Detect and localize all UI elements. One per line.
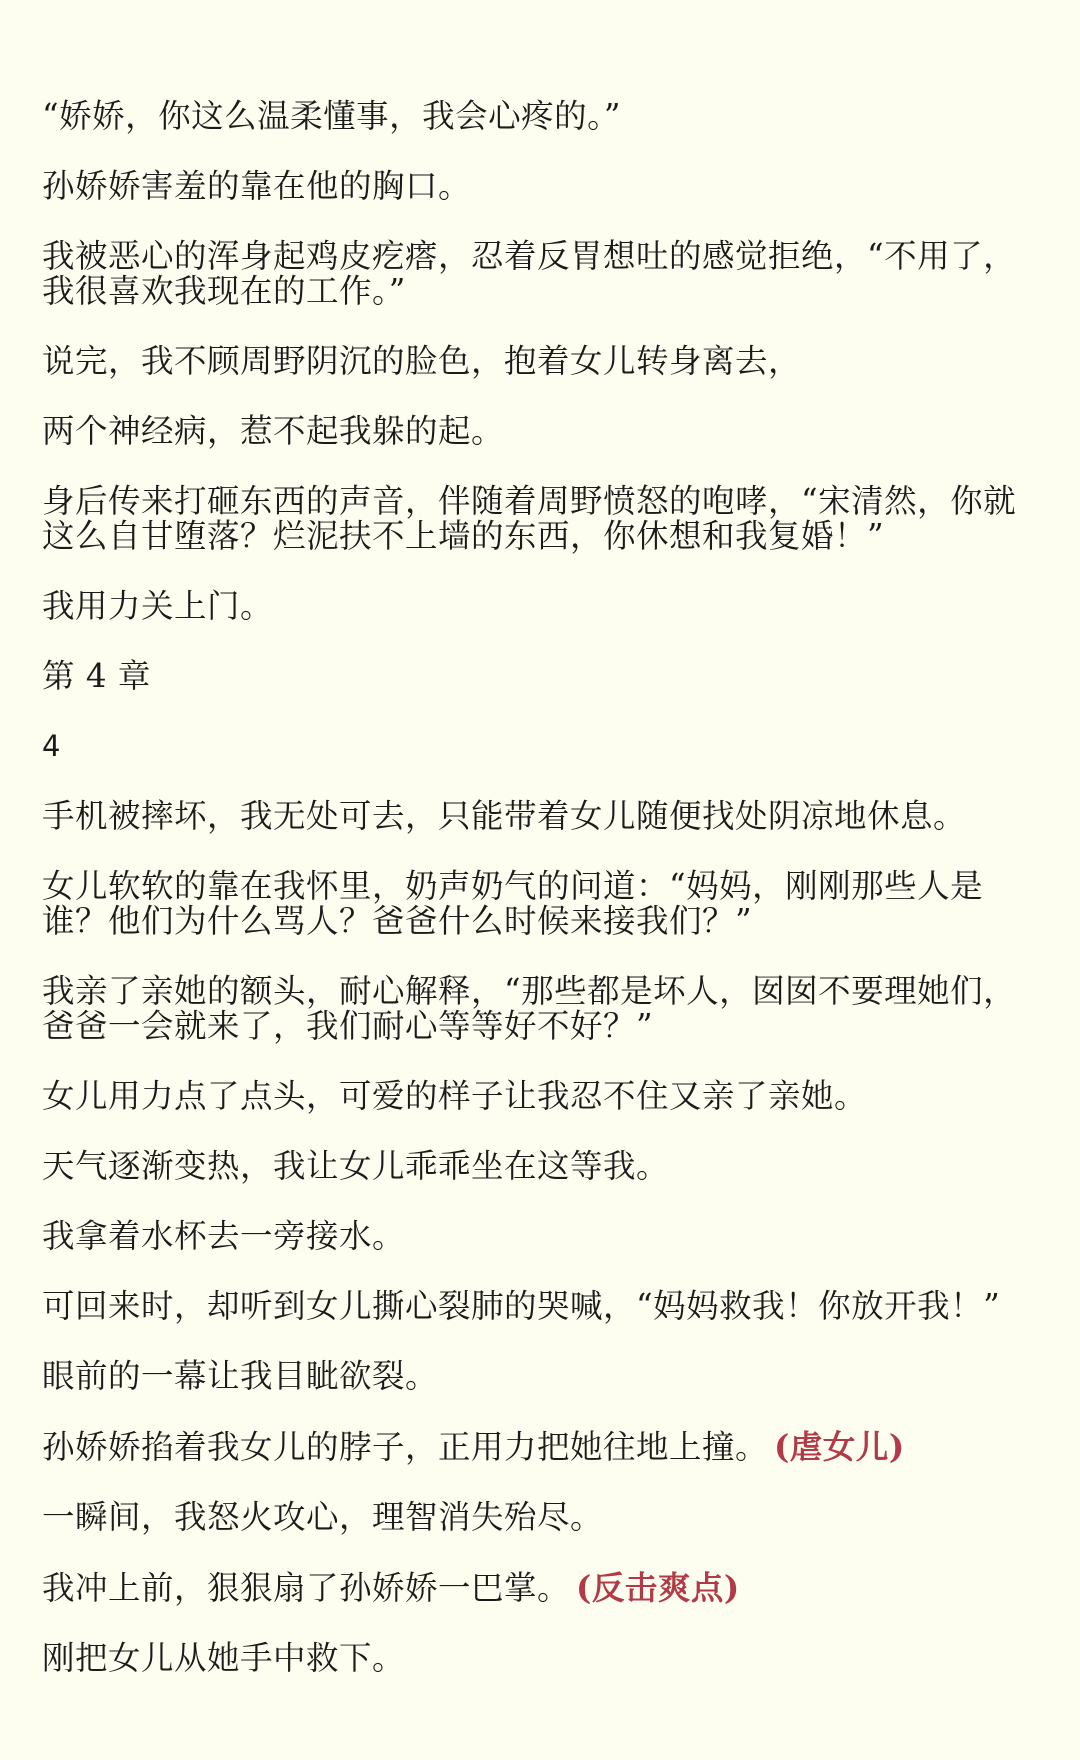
paragraph [42, 974, 1040, 1044]
paragraph-text: 身后传来打砸东西的声音，伴随着周野愤怒的咆哮，“宋清然，你就这么自甘堕落？烂泥扶不上墙的东西，你休想和我复婚！” [42, 482, 1017, 555]
paragraph-text: 女儿软软的靠在我怀里，奶声奶气的问道：“妈妈，刚刚那些人是谁？他们为什么骂人？爸爸什么时候来接我们？” [42, 867, 984, 940]
chapter-heading-text: 第 4 章 [42, 657, 151, 695]
chapter-number [42, 729, 1040, 764]
paragraph [42, 414, 1040, 449]
paragraph-text: “娇娇，你这么温柔懂事，我会心疼的。” [42, 97, 621, 135]
paragraph-text: 说完，我不顾周野阴沉的脸色，抱着女儿转身离去， [42, 342, 802, 380]
paragraph-text: 刚把女儿从她手中救下。 [42, 1639, 406, 1677]
paragraph [42, 1500, 1040, 1535]
paragraph-text: 眼前的一幕让我目眦欲裂。 [42, 1357, 439, 1395]
paragraph-text: 可回来时，却听到女儿撕心裂肺的哭喊，“妈妈救我！你放开我！” [42, 1287, 1001, 1325]
paragraph [42, 169, 1040, 204]
paragraph [42, 1219, 1040, 1254]
paragraph-text: 孙娇娇掐着我女儿的脖子，正用力把她往地上撞。 [42, 1428, 769, 1466]
paragraph-text: 我被恶心的浑身起鸡皮疙瘩，忍着反胃想吐的感觉拒绝，“不用了，我很喜欢我现在的工作。” [42, 237, 1017, 310]
paragraph [42, 869, 1040, 939]
paragraph [42, 799, 1040, 834]
paragraph-text: 我拿着水杯去一旁接水。 [42, 1217, 406, 1255]
paragraph [42, 1079, 1040, 1114]
paragraph [42, 1641, 1040, 1676]
paragraph-text: 我冲上前，狠狠扇了孙娇娇一巴掌。 [42, 1569, 571, 1607]
paragraph-text: 孙娇娇害羞的靠在他的胸口。 [42, 167, 472, 205]
paragraph [42, 484, 1040, 554]
paragraph [42, 239, 1040, 309]
chapter-number-text: 4 [42, 729, 61, 763]
paragraph [42, 99, 1040, 134]
paragraph [42, 1570, 1040, 1606]
chapter-heading [42, 659, 1040, 694]
annotation-tag: (虐女儿) [774, 1427, 905, 1466]
paragraph [42, 1149, 1040, 1184]
paragraph-text: 天气逐渐变热，我让女儿乖乖坐在这等我。 [42, 1147, 670, 1185]
paragraph-text: 我亲了亲她的额头，耐心解释，“那些都是坏人，囡囡不要理她们，爸爸一会就来了，我们耐心等等好不好？” [42, 972, 1017, 1045]
paragraph [42, 344, 1040, 379]
paragraph-text: 女儿用力点了点头，可爱的样子让我忍不住又亲了亲她。 [42, 1077, 868, 1115]
paragraph-text: 一瞬间，我怒火攻心，理智消失殆尽。 [42, 1498, 604, 1536]
paragraph [42, 1289, 1040, 1324]
paragraph [42, 1429, 1040, 1465]
paragraph [42, 589, 1040, 624]
paragraph-text: 两个神经病，惹不起我躲的起。 [42, 412, 505, 450]
annotation-tag: (反击爽点) [576, 1568, 740, 1607]
paragraph-text: 我用力关上门。 [42, 587, 274, 625]
paragraph [42, 1359, 1040, 1394]
paragraph-text: 手机被摔坏，我无处可去，只能带着女儿随便找处阴凉地休息。 [42, 797, 967, 835]
